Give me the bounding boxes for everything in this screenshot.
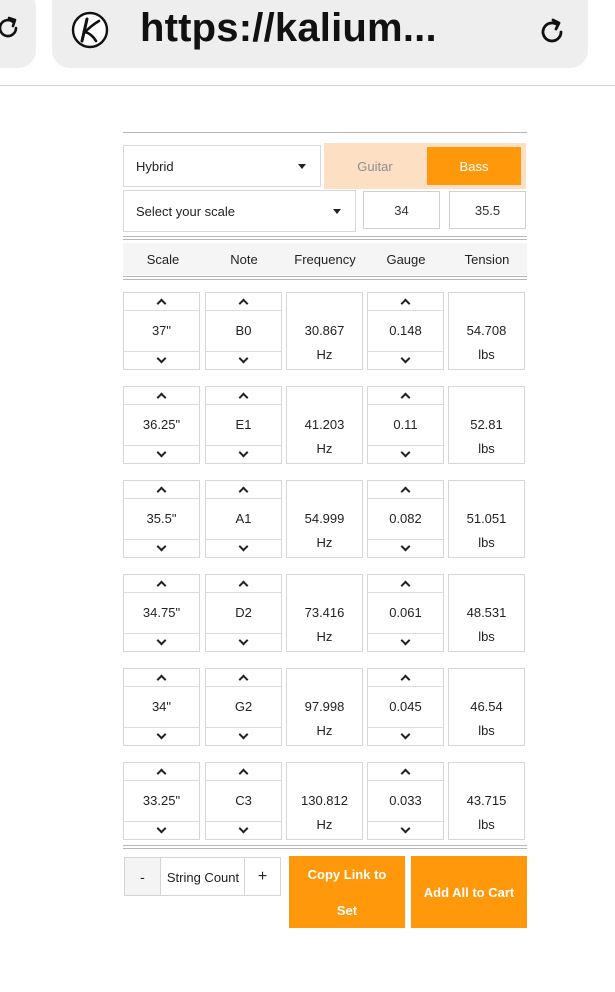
gauge-value[interactable]: 0.148 xyxy=(389,323,422,338)
divider xyxy=(123,239,527,240)
caret-down-icon xyxy=(333,209,341,214)
frequency-value: 130.812 xyxy=(301,793,348,808)
scale-value[interactable]: 37" xyxy=(151,323,172,338)
tension-cell xyxy=(448,480,525,558)
scale-stepper xyxy=(123,292,200,370)
scale-value[interactable]: 35.5" xyxy=(146,511,177,526)
scale-stepper xyxy=(123,386,200,464)
gauge-stepper xyxy=(367,574,444,652)
gauge-value[interactable]: 0.082 xyxy=(389,511,422,526)
scale-min-input[interactable]: 34 xyxy=(363,191,440,229)
chevron-down-icon xyxy=(157,542,167,552)
chevron-down-icon xyxy=(239,354,249,364)
frequency-unit: Hz xyxy=(316,347,333,362)
gauge-increase-button[interactable] xyxy=(368,669,443,687)
frequency-unit: Hz xyxy=(316,535,333,550)
mode-select[interactable] xyxy=(123,145,321,187)
scale-increase-button[interactable] xyxy=(124,387,199,405)
scale-stepper xyxy=(123,574,200,652)
gauge-decrease-button[interactable] xyxy=(368,351,443,369)
chevron-down-icon xyxy=(401,730,411,740)
chevron-up-icon xyxy=(401,675,411,685)
note-decrease-button[interactable] xyxy=(206,351,281,369)
scale-increase-button[interactable] xyxy=(124,575,199,593)
scale-value[interactable]: 36.25" xyxy=(142,417,181,432)
frequency-unit: Hz xyxy=(316,817,333,832)
note-value[interactable]: C3 xyxy=(235,793,252,808)
chevron-up-icon xyxy=(157,393,167,403)
chevron-down-icon xyxy=(239,448,249,458)
scale-decrease-button[interactable] xyxy=(124,727,199,745)
scale-select[interactable] xyxy=(123,190,356,232)
frequency-unit: Hz xyxy=(316,723,333,738)
chevron-up-icon xyxy=(239,769,249,779)
mode-select-value: Hybrid xyxy=(136,158,174,174)
chevron-down-icon xyxy=(157,730,167,740)
chevron-down-icon xyxy=(239,730,249,740)
gauge-increase-button[interactable] xyxy=(368,575,443,593)
copy-link-button[interactable] xyxy=(289,856,405,928)
gauge-decrease-button[interactable] xyxy=(368,539,443,557)
chevron-up-icon xyxy=(157,487,167,497)
note-increase-button[interactable] xyxy=(206,481,281,499)
tension-value: 51.051 xyxy=(466,511,507,526)
frequency-cell xyxy=(286,762,363,840)
string-count-plus-button[interactable]: + xyxy=(244,858,280,895)
table-row xyxy=(123,480,527,558)
note-decrease-button[interactable] xyxy=(206,445,281,463)
note-increase-button[interactable] xyxy=(206,575,281,593)
chevron-up-icon xyxy=(239,675,249,685)
chevron-down-icon xyxy=(157,636,167,646)
note-decrease-button[interactable] xyxy=(206,633,281,651)
divider xyxy=(123,279,527,280)
chevron-down-icon xyxy=(401,824,411,834)
gauge-value[interactable]: 0.045 xyxy=(389,699,422,714)
header-frequency: Frequency xyxy=(294,252,356,267)
gauge-increase-button[interactable] xyxy=(368,481,443,499)
gauge-stepper xyxy=(367,480,444,558)
add-all-to-cart-button[interactable]: Add All to Cart xyxy=(411,856,527,928)
frequency-unit: Hz xyxy=(316,441,333,456)
scale-decrease-button[interactable] xyxy=(124,445,199,463)
gauge-stepper xyxy=(367,386,444,464)
frequency-cell xyxy=(286,480,363,558)
note-value[interactable]: A1 xyxy=(235,511,252,526)
gauge-value[interactable]: 0.11 xyxy=(393,417,418,432)
gauge-value[interactable]: 0.033 xyxy=(389,793,422,808)
frequency-cell xyxy=(286,574,363,652)
tension-unit: lbs xyxy=(478,347,495,362)
chevron-down-icon xyxy=(239,824,249,834)
note-decrease-button[interactable] xyxy=(206,821,281,839)
frequency-value: 41.203 xyxy=(304,417,345,432)
copy-link-label-line1: Copy Link to xyxy=(307,867,387,882)
chevron-up-icon xyxy=(401,581,411,591)
tab-switcher[interactable] xyxy=(0,0,36,68)
chevron-up-icon xyxy=(239,581,249,591)
chevron-down-icon xyxy=(239,636,249,646)
gauge-stepper xyxy=(367,762,444,840)
note-stepper xyxy=(205,762,282,840)
note-value[interactable]: B0 xyxy=(235,323,252,338)
string-count-label: String Count xyxy=(166,870,240,885)
chevron-down-icon xyxy=(157,354,167,364)
frequency-value: 97.998 xyxy=(304,699,345,714)
header-gauge: Gauge xyxy=(386,252,426,267)
scale-decrease-button[interactable] xyxy=(124,821,199,839)
tension-unit: lbs xyxy=(478,629,495,644)
chevron-down-icon xyxy=(401,448,411,458)
divider xyxy=(123,845,527,846)
url-text[interactable]: https://kalium... xyxy=(140,6,437,50)
browser-toolbar xyxy=(0,0,615,86)
scale-decrease-button[interactable] xyxy=(124,633,199,651)
frequency-cell xyxy=(286,668,363,746)
frequency-value: 73.416 xyxy=(304,605,345,620)
scale-increase-button[interactable] xyxy=(124,763,199,781)
chevron-up-icon xyxy=(239,299,249,309)
scale-select-value: Select your scale xyxy=(136,203,235,219)
chevron-down-icon xyxy=(239,542,249,552)
note-value[interactable]: D2 xyxy=(235,605,252,620)
gauge-increase-button[interactable] xyxy=(368,763,443,781)
tension-value: 52.81 xyxy=(470,417,503,432)
table-row xyxy=(123,574,527,652)
scale-stepper xyxy=(123,762,200,840)
scale-value[interactable]: 33.25" xyxy=(142,793,181,808)
table-row xyxy=(123,292,527,370)
tension-unit: lbs xyxy=(478,535,495,550)
caret-down-icon xyxy=(298,164,306,169)
note-increase-button[interactable] xyxy=(206,669,281,687)
scale-increase-button[interactable] xyxy=(124,481,199,499)
scale-decrease-button[interactable] xyxy=(124,539,199,557)
tension-cell xyxy=(448,574,525,652)
divider xyxy=(123,276,527,277)
chevron-up-icon xyxy=(157,581,167,591)
header-note: Note xyxy=(230,252,258,267)
header-tension: Tension xyxy=(464,252,510,267)
string-count-minus-button[interactable]: - xyxy=(125,858,161,895)
note-stepper xyxy=(205,574,282,652)
chevron-up-icon xyxy=(401,769,411,779)
frequency-value: 30.867 xyxy=(304,323,345,338)
address-bar[interactable] xyxy=(52,0,588,68)
divider xyxy=(123,236,527,237)
frequency-unit: Hz xyxy=(316,629,333,644)
scale-increase-button[interactable] xyxy=(124,293,199,311)
scale-max-input[interactable]: 35.5 xyxy=(449,191,526,229)
table-row xyxy=(123,386,527,464)
gauge-increase-button[interactable] xyxy=(368,387,443,405)
chevron-down-icon xyxy=(157,824,167,834)
chevron-down-icon xyxy=(401,354,411,364)
note-increase-button[interactable] xyxy=(206,293,281,311)
tension-cell xyxy=(448,668,525,746)
gauge-decrease-button[interactable] xyxy=(368,727,443,745)
frequency-cell xyxy=(286,292,363,370)
gauge-stepper xyxy=(367,292,444,370)
note-decrease-button[interactable] xyxy=(206,539,281,557)
table-row xyxy=(123,762,527,840)
note-stepper xyxy=(205,386,282,464)
frequency-cell xyxy=(286,386,363,464)
gauge-decrease-button[interactable] xyxy=(368,445,443,463)
tension-cell xyxy=(448,292,525,370)
guitar-toggle-button[interactable]: Guitar xyxy=(357,158,393,174)
gauge-decrease-button[interactable] xyxy=(368,633,443,651)
header-scale: Scale xyxy=(146,252,180,267)
scale-increase-button[interactable] xyxy=(124,669,199,687)
tension-value: 43.715 xyxy=(466,793,507,808)
gauge-stepper xyxy=(367,668,444,746)
bass-toggle-button[interactable]: Bass xyxy=(427,147,521,185)
chevron-down-icon xyxy=(401,542,411,552)
scale-decrease-button[interactable] xyxy=(124,351,199,369)
divider xyxy=(123,848,527,849)
table-header xyxy=(123,243,527,275)
tension-cell xyxy=(448,762,525,840)
chevron-up-icon xyxy=(401,393,411,403)
tension-value: 46.54 xyxy=(470,699,503,714)
gauge-increase-button[interactable] xyxy=(368,293,443,311)
chevron-up-icon xyxy=(157,299,167,309)
scale-value[interactable]: 34" xyxy=(151,699,172,714)
reload-icon[interactable] xyxy=(0,14,22,42)
tension-value: 54.708 xyxy=(466,323,507,338)
tension-unit: lbs xyxy=(478,817,495,832)
scale-stepper xyxy=(123,668,200,746)
scale-value[interactable]: 34.75" xyxy=(142,605,181,620)
tension-unit: lbs xyxy=(478,441,495,456)
note-stepper xyxy=(205,292,282,370)
table-row xyxy=(123,668,527,746)
reload-icon[interactable] xyxy=(534,14,570,50)
note-increase-button[interactable] xyxy=(206,763,281,781)
note-stepper xyxy=(205,480,282,558)
scale-stepper xyxy=(123,480,200,558)
frequency-value: 54.999 xyxy=(304,511,345,526)
instrument-toggle xyxy=(324,143,526,189)
gauge-value[interactable]: 0.061 xyxy=(389,605,422,620)
string-count-stepper xyxy=(124,857,281,896)
divider xyxy=(123,132,527,133)
chevron-up-icon xyxy=(239,393,249,403)
chevron-up-icon xyxy=(157,675,167,685)
tension-value: 48.531 xyxy=(466,605,507,620)
chevron-up-icon xyxy=(239,487,249,497)
kalium-logo-icon xyxy=(70,10,110,50)
chevron-up-icon xyxy=(157,769,167,779)
copy-link-label-line2: Set xyxy=(336,903,358,918)
chevron-down-icon xyxy=(401,636,411,646)
chevron-down-icon xyxy=(157,448,167,458)
note-value[interactable]: G2 xyxy=(234,699,253,714)
gauge-decrease-button[interactable] xyxy=(368,821,443,839)
note-increase-button[interactable] xyxy=(206,387,281,405)
note-stepper xyxy=(205,668,282,746)
note-value[interactable]: E1 xyxy=(235,417,252,432)
chevron-up-icon xyxy=(401,299,411,309)
note-decrease-button[interactable] xyxy=(206,727,281,745)
chevron-up-icon xyxy=(401,487,411,497)
tension-cell xyxy=(448,386,525,464)
tension-unit: lbs xyxy=(478,723,495,738)
